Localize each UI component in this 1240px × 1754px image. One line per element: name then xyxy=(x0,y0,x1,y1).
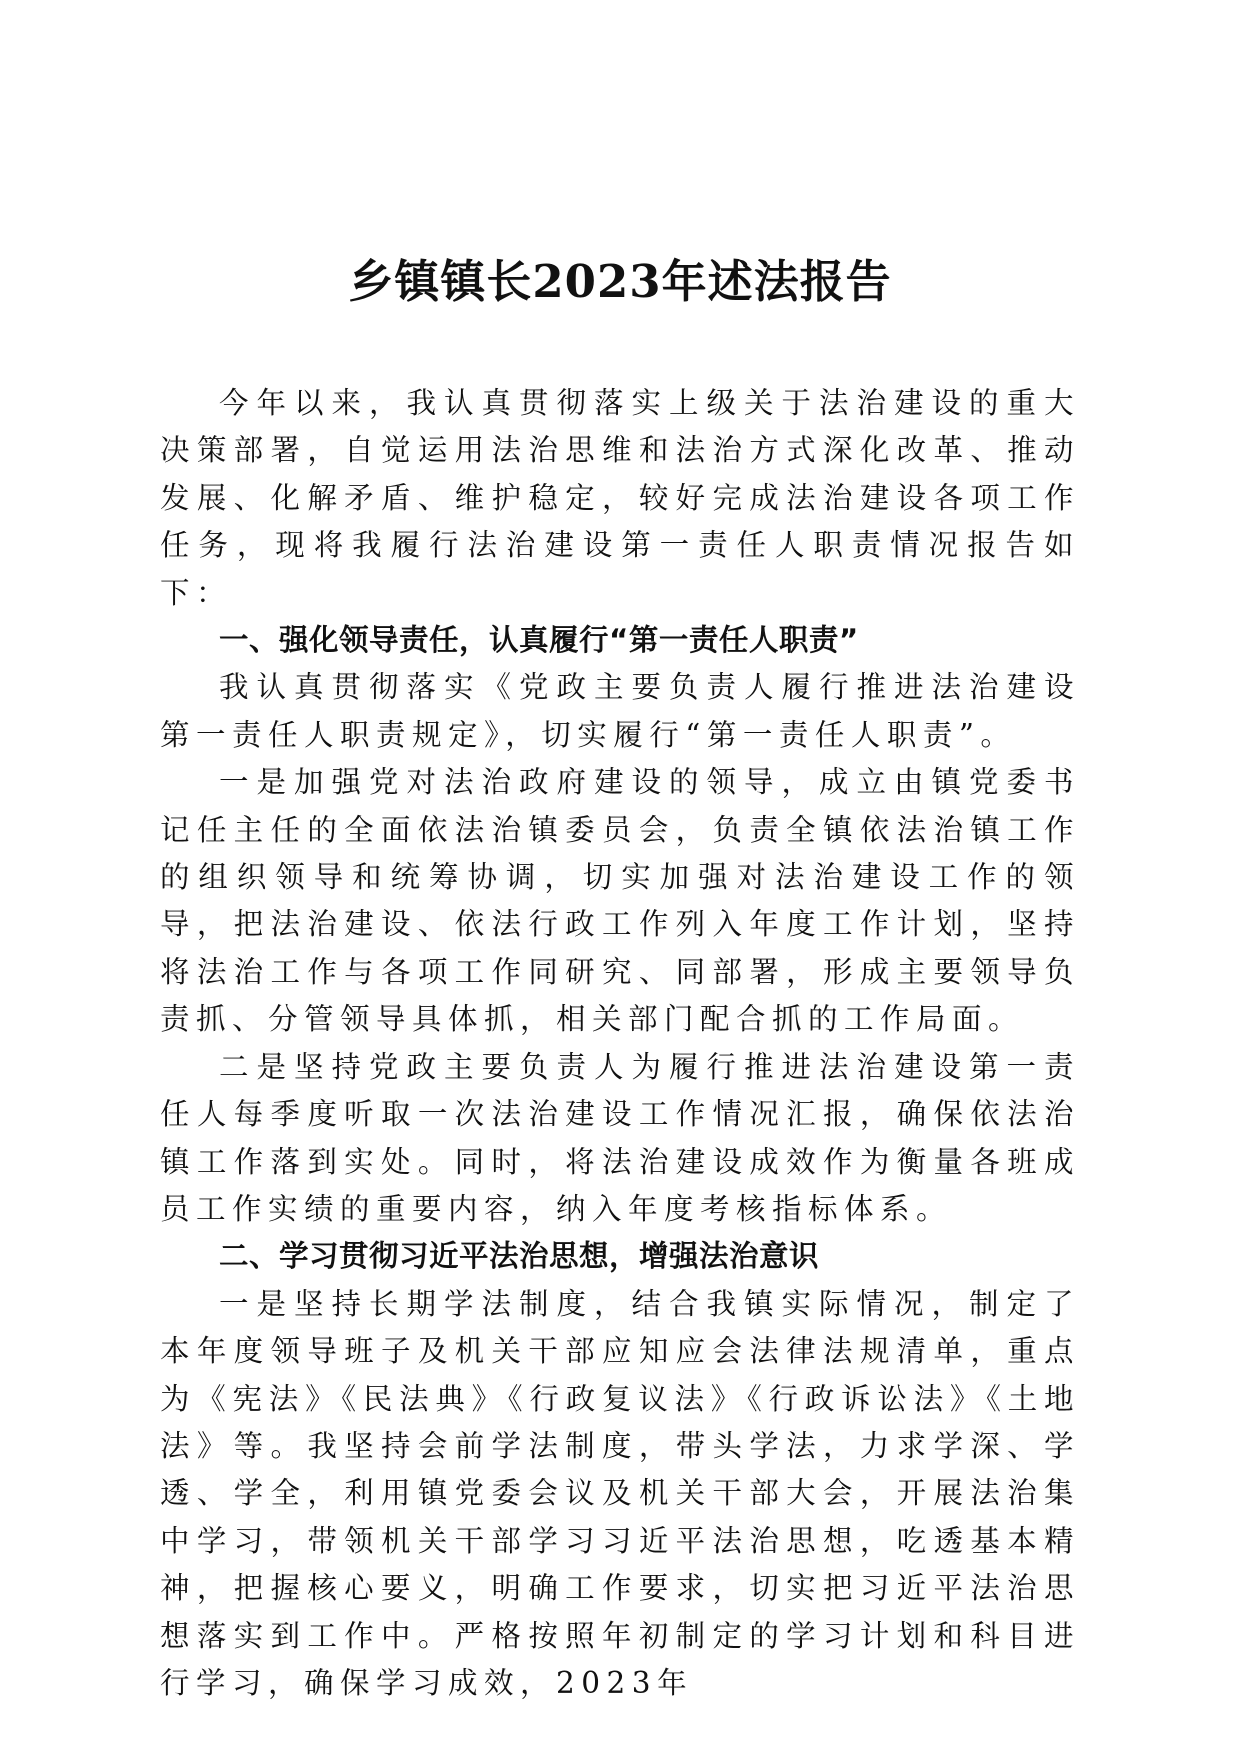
section-heading-1: 一、强化领导责任，认真履行“第一责任人职责” xyxy=(219,623,859,658)
section-1-paragraph-1: 我认真贯彻落实《党政主要负责人履行推进法治建设第一责任人职责规定》，切实履行“第一责任人职责”。 xyxy=(160,670,1080,752)
document-title: 乡镇镇长2023年述法报告 xyxy=(348,255,892,308)
section-1-paragraph-3: 二是坚持党政主要负责人为履行推进法治建设第一责任人每季度听取一次法治建设工作情况汇报，确保依法治镇工作落到实处。同时，将法治建设成效作为衡量各班成员工作实绩的重要内容，纳入年度考核指标体系。 xyxy=(160,1049,1080,1226)
intro-paragraph: 今年以来，我认真贯彻落实上级关于法治建设的重大决策部署，自觉运用法治思维和法治方式深化改革、推动发展、化解矛盾、维护稳定，较好完成法治建设各项工作任务，现将我履行法治建设第一责任人职责情况报告如下： xyxy=(160,386,1080,610)
section-heading-2: 二、学习贯彻习近平法治思想，增强法治意识 xyxy=(219,1239,820,1274)
section-2-paragraph-1: 一是坚持长期学法制度，结合我镇实际情况，制定了本年度领导班子及机关干部应知应会法律法规清单，重点为《宪法》《民法典》《行政复议法》《行政诉讼法》《土地法》等。我坚持会前学法制度，带头学法，力求学深、学透、学全，利用镇党委会议及机关干部大会，开展法治集中学习，带领机关干部学习习近平法治思想，吃透基本精神，把握核心要义，明确工作要求，切实把习近平法治思想落实到工作中。严格按照年初制定的学习计划和科目进行学习，确保学习成效，2023年 xyxy=(160,1286,1080,1700)
section-1-paragraph-2: 一是加强党对法治政府建设的领导，成立由镇党委书记任主任的全面依法治镇委员会，负责全镇依法治镇工作的组织领导和统筹协调，切实加强对法治建设工作的领导，把法治建设、依法行政工作列入年度工作计划，坚持将法治工作与各项工作同研究、同部署，形成主要领导负责抓、分管领导具体抓，相关部门配合抓的工作局面。 xyxy=(160,765,1080,1037)
document-body xyxy=(160,380,1080,1707)
